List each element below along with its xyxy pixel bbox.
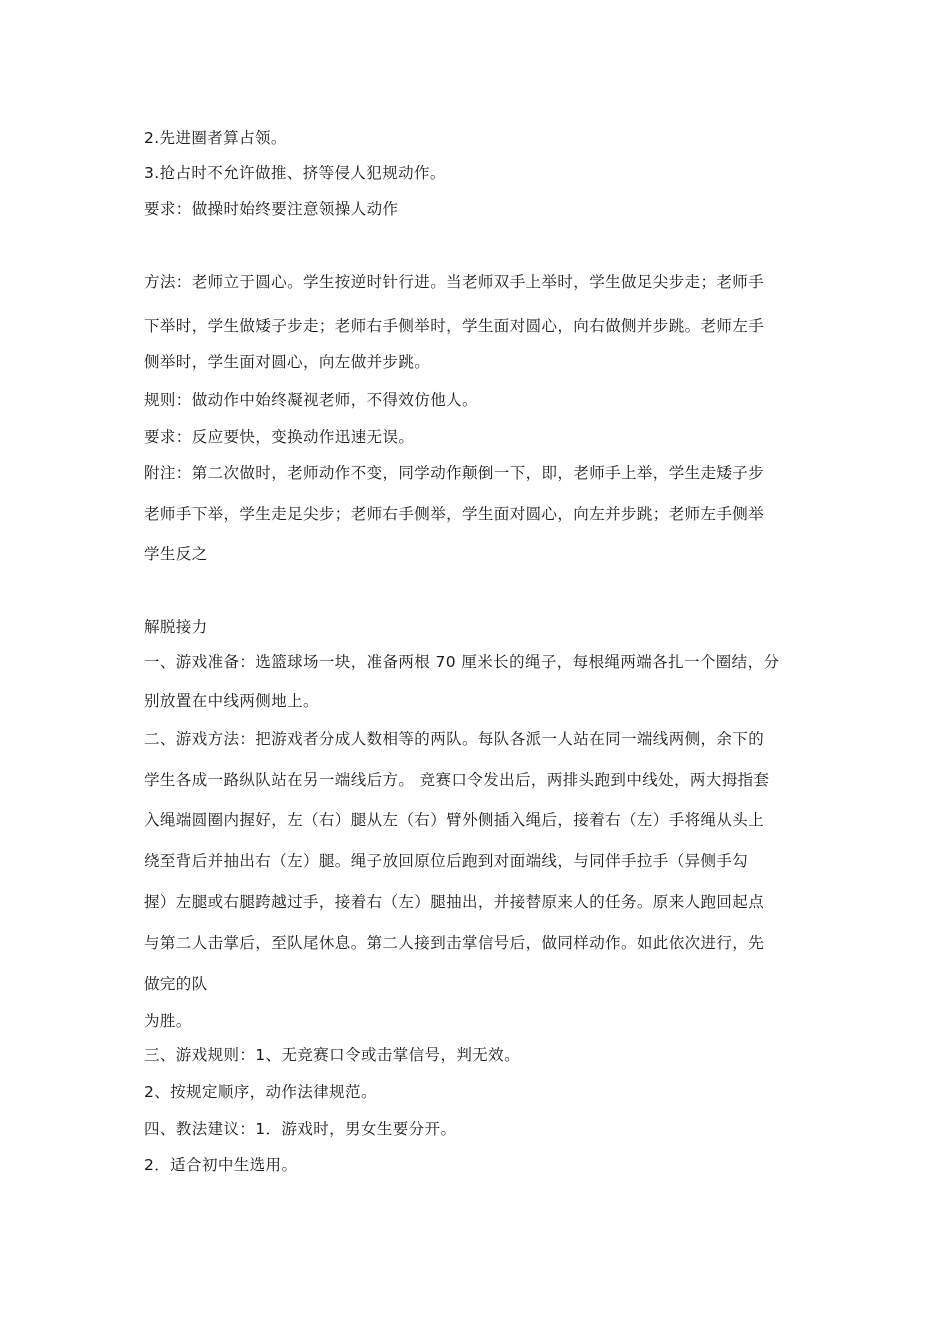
text-line: 学生反之 <box>144 545 208 563</box>
text-line: 2.先进圈者算占领。 <box>144 129 287 147</box>
text-line: 别放置在中线两侧地上。 <box>144 692 319 710</box>
text-line: 要求：做操时始终要注意领操人动作 <box>144 200 399 218</box>
text-line: 四、教法建议：1．游戏时，男女生要分开。 <box>144 1120 457 1138</box>
text-line: 下举时，学生做矮子步走；老师右手侧举时，学生面对圆心，向右做侧并步跳。老师左手 <box>144 317 765 335</box>
text-line: 绕至背后并抽出右（左）腿。绳子放回原位后跑到对面端线，与同伴手拉手（异侧手勾 <box>144 852 749 870</box>
text-line: 3.抢占时不允许做推、挤等侵人犯规动作。 <box>144 164 446 182</box>
text-line: 要求：反应要快，变换动作迅速无误。 <box>144 428 415 446</box>
text-line: 方法：老师立于圆心。学生按逆时针行进。当老师双手上举时，学生做足尖步走；老师手 <box>144 273 765 291</box>
text-line: 握）左腿或右腿跨越过手，接着右（左）腿抽出，并接替原来人的任务。原来人跑回起点 <box>144 893 765 911</box>
text-line: 学生各成一路纵队站在另一端线后方。 竞赛口令发出后，两排头跑到中线处，两大拇指套 <box>144 771 770 789</box>
text-line: 做完的队 <box>144 975 208 993</box>
text-line: 入绳端圆圈内握好，左（右）腿从左（右）臂外侧插入绳后，接着右（左）手将绳从头上 <box>144 811 765 829</box>
text-line: 与第二人击掌后，至队尾休息。第二人接到击掌信号后，做同样动作。如此依次进行，先 <box>144 934 765 952</box>
text-line: 为胜。 <box>144 1012 192 1030</box>
text-line: 侧举时，学生面对圆心，向左做并步跳。 <box>144 353 431 371</box>
text-line: 三、游戏规则：1、无竞赛口令或击掌信号，判无效。 <box>144 1046 520 1064</box>
text-line: 附注：第二次做时，老师动作不变，同学动作颠倒一下，即，老师手上举，学生走矮子步 <box>144 464 765 482</box>
text-line: 2．适合初中生选用。 <box>144 1156 298 1174</box>
text-line: 规则：做动作中始终凝视老师，不得效仿他人。 <box>144 391 478 409</box>
text-line: 一、游戏准备：选篮球场一块，准备两根 70 厘米长的绳子，每根绳两端各扎一个圈结，分 <box>144 653 780 671</box>
text-line: 老师手下举，学生走足尖步；老师右手侧举，学生面对圆心，向左并步跳；老师左手侧举 <box>144 505 765 523</box>
section-heading: 解脱接力 <box>144 618 208 636</box>
text-line: 二、游戏方法：把游戏者分成人数相等的两队。每队各派一人站在同一端线两侧，余下的 <box>144 730 765 748</box>
text-line: 2、按规定顺序，动作法律规范。 <box>144 1083 377 1101</box>
